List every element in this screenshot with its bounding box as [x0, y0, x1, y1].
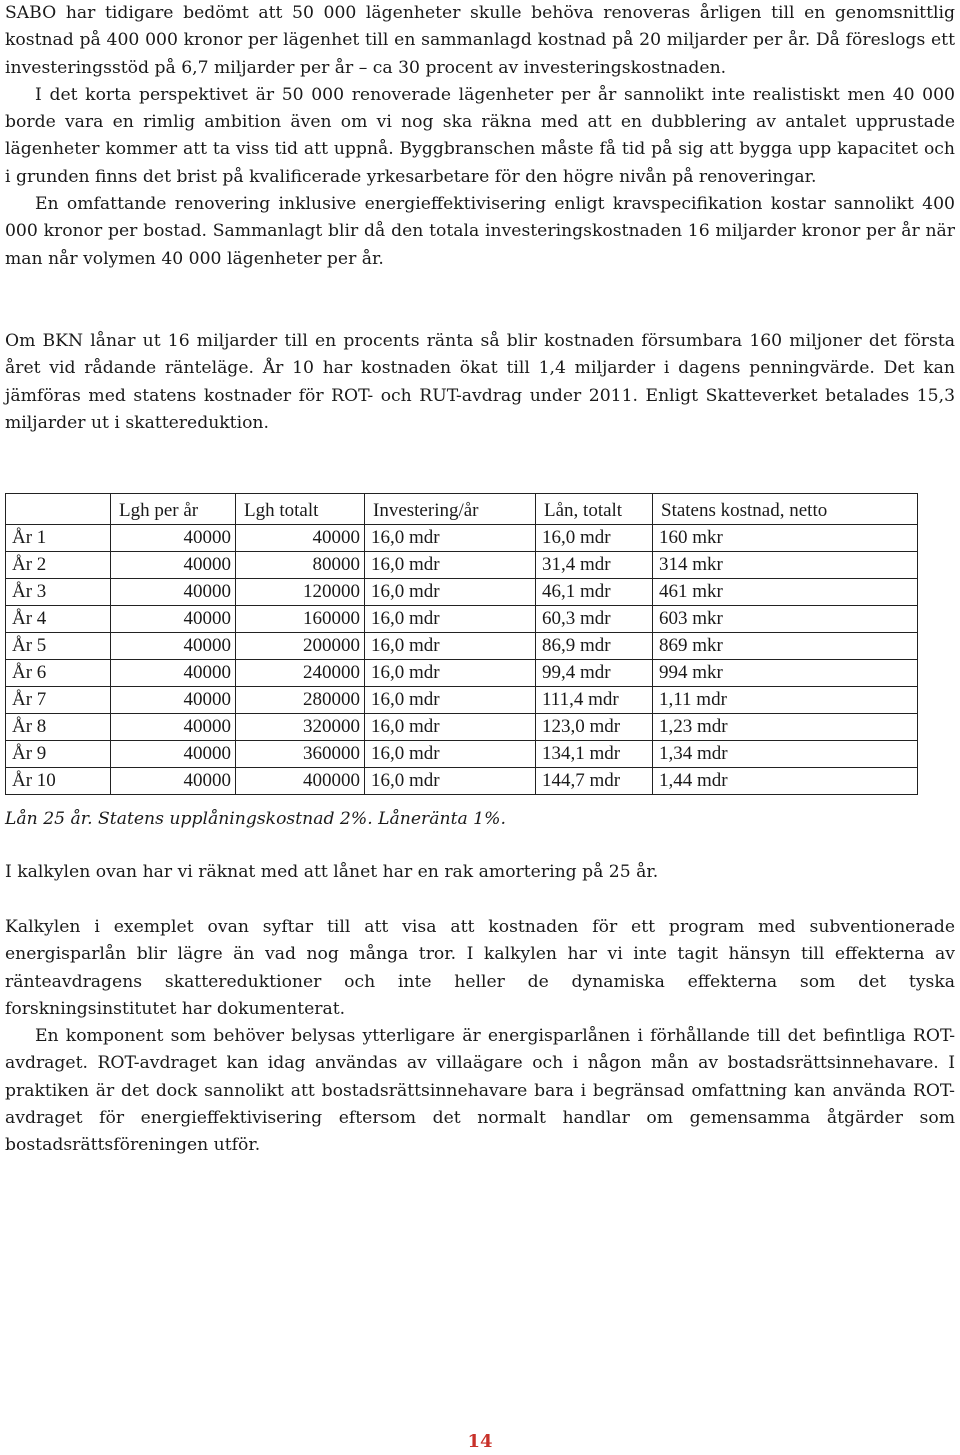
table-cell: 16,0 mdr — [536, 525, 653, 552]
table-row — [6, 552, 918, 579]
table-cell: 16,0 mdr — [365, 633, 536, 660]
table-body — [6, 525, 918, 795]
table-cell: 1,11 mdr — [653, 687, 918, 714]
table-cell: 16,0 mdr — [365, 741, 536, 768]
table-cell: År 1 — [6, 525, 111, 552]
intro-paragraph: I det korta perspektivet är 50 000 renoverade lägenheter per år sannolikt inte realistiskt men 40 000 borde vara en rimlig ambition även om vi nog ska räkna med att en dubblering av antalet upprustade lägenheter kommer att ta viss tid att uppnå. Byggbranschen måste få tid på sig att bygga upp kapacitet och i grunden finns det brist på kvalificerade yrkesarbetare för den högre nivån på renoveringar. — [5, 84, 955, 187]
table-cell: 16,0 mdr — [365, 714, 536, 741]
table-cell: 1,44 mdr — [653, 768, 918, 795]
table-cell: 46,1 mdr — [536, 579, 653, 606]
table-cell: År 2 — [6, 552, 111, 579]
table-cell: 400000 — [236, 768, 365, 795]
table-cell: 320000 — [236, 714, 365, 741]
amortization-paragraph: I kalkylen ovan har vi räknat med att lånet har en rak amortering på 25 år. — [5, 862, 659, 882]
table-cell: 40000 — [111, 660, 236, 687]
table-row — [6, 768, 918, 795]
table-cell: 1,23 mdr — [653, 714, 918, 741]
table-cell: 123,0 mdr — [536, 714, 653, 741]
table-cell: 40000 — [111, 633, 236, 660]
table-header-cell — [6, 494, 111, 525]
table-cell: År 9 — [6, 741, 111, 768]
table-cell: 869 mkr — [653, 633, 918, 660]
table-cell: 280000 — [236, 687, 365, 714]
cost-table — [5, 493, 918, 795]
cost-table-wrapper — [5, 493, 918, 795]
table-cell: 40000 — [111, 768, 236, 795]
table-header-row — [6, 494, 918, 525]
table-cell: 200000 — [236, 633, 365, 660]
table-cell: 314 mkr — [653, 552, 918, 579]
table-row — [6, 714, 918, 741]
table-cell: 60,3 mdr — [536, 606, 653, 633]
table-cell: 134,1 mdr — [536, 741, 653, 768]
table-header-cell: Lgh totalt — [236, 494, 365, 525]
table-cell: 40000 — [111, 741, 236, 768]
table-cell: 120000 — [236, 579, 365, 606]
table-cell: 40000 — [111, 579, 236, 606]
table-row — [6, 741, 918, 768]
table-cell: År 10 — [6, 768, 111, 795]
table-cell: År 5 — [6, 633, 111, 660]
closing-paragraph: Kalkylen i exemplet ovan syftar till att visa att kostnaden för ett program med subventionerade energisparlån blir lägre än vad nog många tror. I kalkylen har vi inte tagit hänsyn till effekterna av ränteavdragens skattereduktioner och inte heller de dynamiska effekterna som det tyska forskningsinstitutet har dokumenterat. — [5, 917, 955, 1019]
table-row — [6, 660, 918, 687]
table-cell: 80000 — [236, 552, 365, 579]
table-cell: 16,0 mdr — [365, 768, 536, 795]
table-header-cell: Investering/år — [365, 494, 536, 525]
table-cell: 144,7 mdr — [536, 768, 653, 795]
table-cell: 40000 — [111, 687, 236, 714]
table-cell: 994 mkr — [653, 660, 918, 687]
table-cell: År 7 — [6, 687, 111, 714]
table-row — [6, 525, 918, 552]
table-cell: 461 mkr — [653, 579, 918, 606]
table-cell: 1,34 mdr — [653, 741, 918, 768]
table-cell: 31,4 mdr — [536, 552, 653, 579]
table-header-cell: Lgh per år — [111, 494, 236, 525]
table-cell: 40000 — [111, 714, 236, 741]
table-cell: 360000 — [236, 741, 365, 768]
table-cell: 40000 — [111, 525, 236, 552]
table-header-cell: Lån, totalt — [536, 494, 653, 525]
table-cell: 111,4 mdr — [536, 687, 653, 714]
table-row — [6, 579, 918, 606]
table-cell: 16,0 mdr — [365, 687, 536, 714]
table-cell: 160 mkr — [653, 525, 918, 552]
table-cell: År 3 — [6, 579, 111, 606]
table-cell: 16,0 mdr — [365, 525, 536, 552]
table-cell: 40000 — [236, 525, 365, 552]
table-cell: 86,9 mdr — [536, 633, 653, 660]
table-header-cell: Statens kostnad, netto — [653, 494, 918, 525]
intro-paragraph: SABO har tidigare bedömt att 50 000 lägenheter skulle behöva renoveras årligen till en genomsnittlig kostnad på 400 000 kronor per lägenhet till en sammanlagd kostnad på 20 miljarder per år. Då föreslogs ett investeringsstöd på 6,7 miljarder per år – ca 30 procent av investeringskostnaden. — [5, 3, 955, 78]
table-cell: 160000 — [236, 606, 365, 633]
table-cell: 40000 — [111, 606, 236, 633]
table-cell: 16,0 mdr — [365, 552, 536, 579]
table-cell: 16,0 mdr — [365, 606, 536, 633]
page-number: 14 — [467, 1431, 493, 1452]
table-cell: 603 mkr — [653, 606, 918, 633]
table-cell: 240000 — [236, 660, 365, 687]
intro-section — [5, 0, 955, 273]
table-cell: År 6 — [6, 660, 111, 687]
closing-section — [5, 914, 955, 1160]
bkn-paragraph: Om BKN lånar ut 16 miljarder till en procents ränta så blir kostnaden försumbara 160 miljoner det första året vid rådande ränteläge. År 10 har kostnaden ökat till 1,4 miljarder i dagens penningvärde. Det kan jämföras med statens kostnader för ROT- och RUT-avdrag under 2011. Enligt Skatteverket betalades 15,3 miljarder ut i skattereduktion. — [5, 331, 955, 433]
bkn-section — [5, 328, 955, 437]
table-cell: 16,0 mdr — [365, 660, 536, 687]
table-cell: År 4 — [6, 606, 111, 633]
table-row — [6, 687, 918, 714]
table-cell: 16,0 mdr — [365, 579, 536, 606]
table-row — [6, 606, 918, 633]
table-cell: År 8 — [6, 714, 111, 741]
table-cell: 40000 — [111, 552, 236, 579]
table-note: Lån 25 år. Statens upplåningskostnad 2%. Låneränta 1%. — [5, 809, 506, 829]
table-row — [6, 633, 918, 660]
intro-paragraph: En omfattande renovering inklusive energieffektivisering enligt kravspecifikation kostar sannolikt 400 000 kronor per bostad. Sammanlagt blir då den totala investeringskostnaden 16 miljarder kronor per år när man når volymen 40 000 lägenheter per år. — [5, 194, 955, 269]
amortization-section — [5, 859, 955, 886]
table-cell: 99,4 mdr — [536, 660, 653, 687]
closing-paragraph: En komponent som behöver belysas ytterligare är energisparlånen i förhållande till det befintliga ROT-avdraget. ROT-avdraget kan idag användas av villaägare och i någon mån av bostadsrättsinnehavare. I praktiken är det dock sannolikt att bostadsrättsinnehavare bara i begränsad omfattning kan använda ROT-avdraget för energieffektivisering eftersom det normalt handlar om gemensamma åtgärder som bostadsrättsföreningen utför. — [5, 1026, 955, 1156]
